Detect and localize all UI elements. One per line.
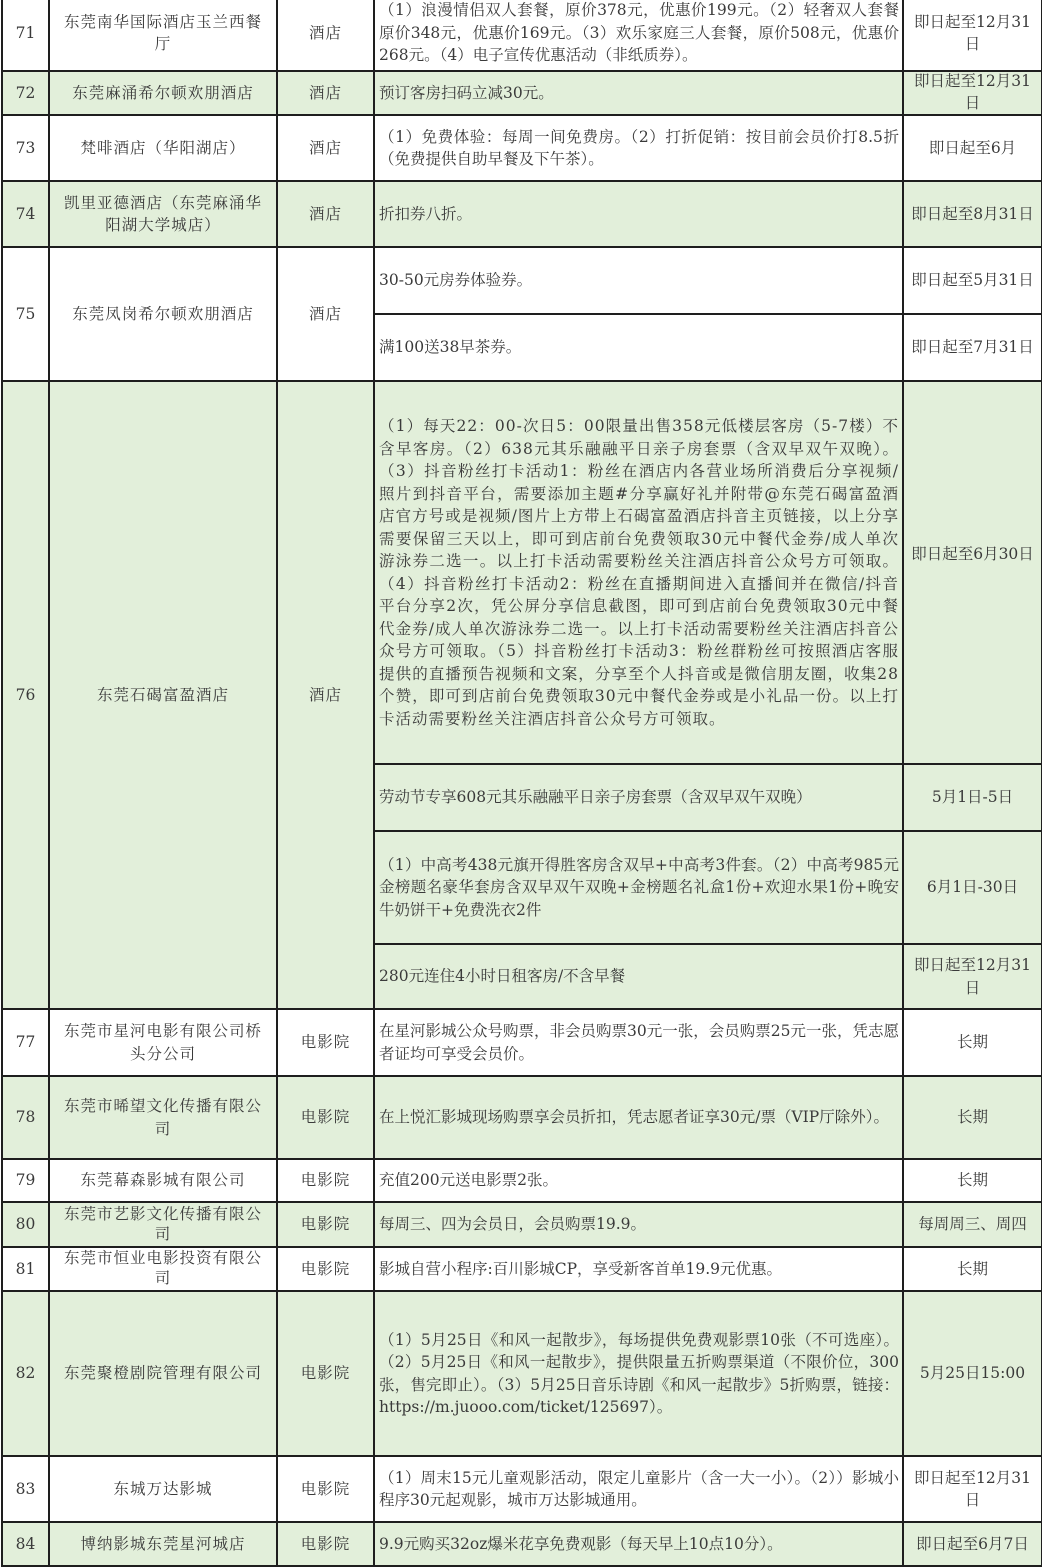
table-row xyxy=(2,1076,1042,1159)
table-row xyxy=(2,1009,1042,1076)
merchant-name: 东莞市星河电影有限公司桥头分公司 xyxy=(49,1009,277,1076)
offer-description: 满100送38早茶券。 xyxy=(374,314,903,381)
row-number: 73 xyxy=(2,115,49,181)
offer-period: 即日起至6月 xyxy=(903,115,1042,181)
table-row xyxy=(2,1522,1042,1566)
merchant-name: 梵啡酒店（华阳湖店） xyxy=(49,115,277,181)
merchant-type: 电影院 xyxy=(277,1159,374,1202)
offer-period: 即日起至7月31日 xyxy=(903,314,1042,381)
offer-period: 每周周三、周四 xyxy=(903,1202,1042,1247)
offer-description: 280元连住4小时日租客房/不含早餐 xyxy=(374,944,903,1009)
offer-description: 30-50元房券体验券。 xyxy=(374,247,903,314)
merchant-type: 电影院 xyxy=(277,1456,374,1522)
merchant-name xyxy=(49,1247,277,1291)
merchant-name: 东莞聚橙剧院管理有限公司 xyxy=(49,1291,277,1456)
offer-period: 即日起至12月31日 xyxy=(903,0,1042,71)
offer-description: 影城自营小程序:百川影城CP，享受新客首单19.9元优惠。 xyxy=(374,1247,903,1291)
offer-description: 在星河影城公众号购票，非会员购票30元一张，会员购票25元一张，凭志愿者证均可享受会员价。 xyxy=(374,1009,903,1076)
table-row xyxy=(2,1291,1042,1456)
merchant-name: 东莞市晞望文化传播有限公司 xyxy=(49,1076,277,1159)
offer-description: 预订客房扫码立减30元。 xyxy=(374,71,903,115)
offer-period: 即日起至6月7日 xyxy=(903,1522,1042,1566)
merchant-type: 电影院 xyxy=(277,1076,374,1159)
table-row xyxy=(2,115,1042,181)
table-row xyxy=(2,381,1042,764)
offer-description: 充值200元送电影票2张。 xyxy=(374,1159,903,1202)
row-number: 74 xyxy=(2,181,49,247)
table-row xyxy=(2,0,1042,71)
offer-description: 每周三、四为会员日，会员购票19.9。 xyxy=(374,1202,903,1247)
discount-table xyxy=(1,0,1042,1567)
offer-description: 折扣券八折。 xyxy=(374,181,903,247)
merchant-type: 电影院 xyxy=(277,1247,374,1291)
merchant-type: 电影院 xyxy=(277,1202,374,1247)
merchant-name: 凯里亚德酒店（东莞麻涌华阳湖大学城店） xyxy=(49,181,277,247)
offer-period: 长期 xyxy=(903,1009,1042,1076)
merchant-type: 酒店 xyxy=(277,381,374,1009)
offer-description: （1）每天22：00-次日5：00限量出售358元低楼层客房（5-7楼）不含早客房。（2）638元其乐融融平日亲子房套票（含双早双午双晚）。（3）抖音粉丝打卡活动1：粉丝在酒店内各营业场所消费后分享视频/照片到抖音平台，需要添加主题#分享赢好礼并附带@东莞石碣富盈酒店官方号或是视频/图片上方带上石碣富盈酒店抖音主页链接，以上分享需要保留三天以上，即可到店前台免费领取30元中餐代金券/成人单次游泳券二选一。以上打卡活动需要粉丝关注酒店抖音公众号方可领取。（4）抖音粉丝打卡活动2：粉丝在直播期间进入直播间并在微信/抖音平台分享2次，凭公屏分享信息截图，即可到店前台免费领取30元中餐代金券/成人单次游泳券二选一。以上打卡活动需要粉丝关注酒店抖音公众号方可领取。（5）抖音粉丝打卡活动3：粉丝群粉丝可按照酒店客服提供的直播预告视频和文案，分享至个人抖音或是微信朋友圈，收集28个赞，即可到店前台免费领取30元中餐代金券或是小礼品一份。以上打卡活动需要粉丝关注酒店抖音公众号方可领取。 xyxy=(374,381,903,764)
table-row xyxy=(2,71,1042,115)
offer-description: 9.9元购买32oz爆米花享免费观影（每天早上10点10分）。 xyxy=(374,1522,903,1566)
row-number: 80 xyxy=(2,1202,49,1247)
row-number: 81 xyxy=(2,1247,49,1291)
offer-period: 即日起至12月31日 xyxy=(903,1456,1042,1522)
merchant-type: 酒店 xyxy=(277,0,374,71)
merchant-name-text: 东莞市恒业电影投资有限公司 xyxy=(63,1249,262,1287)
merchant-type: 电影院 xyxy=(277,1522,374,1566)
offer-description: （1）中高考438元旗开得胜客房含双早+中高考3件套。（2）中高考985元金榜题名豪华套房含双早双午双晚+金榜题名礼盒1份+欢迎水果1份+晚安牛奶饼干+免费洗衣2件 xyxy=(374,831,903,944)
offer-period: 5月25日15:00 xyxy=(903,1291,1042,1456)
offer-period: 即日起至5月31日 xyxy=(903,247,1042,314)
merchant-type: 酒店 xyxy=(277,247,374,381)
offer-description: （1）周末15元儿童观影活动，限定儿童影片（含一大一小）。（2））影城小程序30元起观影，城市万达影城通用。 xyxy=(374,1456,903,1522)
offer-period xyxy=(903,381,1042,764)
row-number: 71 xyxy=(2,0,49,71)
offer-period: 即日起至12月31日 xyxy=(903,944,1042,1009)
row-number: 82 xyxy=(2,1291,49,1456)
merchant-type: 酒店 xyxy=(277,71,374,115)
row-number: 79 xyxy=(2,1159,49,1202)
merchant-name-text: 东莞市艺影文化传播有限公司 xyxy=(63,1204,262,1243)
offer-description: 在上悦汇影城现场购票享会员折扣，凭志愿者证享30元/票（VIP厅除外）。 xyxy=(374,1076,903,1159)
offer-description: （1）浪漫情侣双人套餐，原价378元，优惠价199元。（2）轻奢双人套餐原价348元，优惠价169元。（3）欢乐家庭三人套餐，原价508元，优惠价268元。（4）电子宣传优惠活动（非纸质券）。 xyxy=(374,0,903,71)
row-number: 76 xyxy=(2,381,49,1009)
merchant-name: 东莞南华国际酒店玉兰西餐厅 xyxy=(49,0,277,71)
row-number: 78 xyxy=(2,1076,49,1159)
merchant-type: 酒店 xyxy=(277,115,374,181)
row-number: 72 xyxy=(2,71,49,115)
table-row xyxy=(2,1456,1042,1522)
merchant-type: 电影院 xyxy=(277,1291,374,1456)
row-number: 75 xyxy=(2,247,49,381)
offer-period: 5月1日-5日 xyxy=(903,764,1042,831)
offer-description: （1）5月25日《和风一起散步》，每场提供免费观影票10张（不可选座）。（2）5月25日《和风一起散步》，提供限量五折购票渠道（不限价位，300张，售完即止）。（3）5月25日音乐诗剧《和风一起散步》5折购票，链接：https://m.juooo.com/ticket/125697）。 xyxy=(374,1291,903,1456)
merchant-name: 东莞幕森影城有限公司 xyxy=(49,1159,277,1202)
offer-period xyxy=(903,71,1042,115)
merchant-name: 东莞石碣富盈酒店 xyxy=(49,381,277,1009)
row-number: 83 xyxy=(2,1456,49,1522)
offer-period-text: 即日起至12月31日 xyxy=(914,72,1031,110)
offer-period: 长期 xyxy=(903,1247,1042,1291)
table-row xyxy=(2,181,1042,247)
merchant-type: 电影院 xyxy=(277,1009,374,1076)
offer-period: 6月1日-30日 xyxy=(903,831,1042,944)
merchant-name: 东城万达影城 xyxy=(49,1456,277,1522)
offer-description: （1）免费体验：每周一间免费房。（2）打折促销：按目前会员价打8.5折（免费提供自助早餐及下午茶）。 xyxy=(374,115,903,181)
offer-period: 长期 xyxy=(903,1159,1042,1202)
merchant-name: 东莞麻涌希尔顿欢朋酒店 xyxy=(49,71,277,115)
row-number: 84 xyxy=(2,1522,49,1566)
merchant-name: 东莞凤岗希尔顿欢朋酒店 xyxy=(49,247,277,381)
offer-period-text: 即日起至6月30日 xyxy=(911,544,1034,563)
table-row xyxy=(2,247,1042,314)
merchant-type: 酒店 xyxy=(277,181,374,247)
table-row xyxy=(2,1202,1042,1247)
row-number: 77 xyxy=(2,1009,49,1076)
offer-period: 即日起至8月31日 xyxy=(903,181,1042,247)
table-row xyxy=(2,1247,1042,1291)
offer-period: 长期 xyxy=(903,1076,1042,1159)
offer-description: 劳动节专享608元其乐融融平日亲子房套票（含双早双午双晚） xyxy=(374,764,903,831)
table-row xyxy=(2,1159,1042,1202)
merchant-name xyxy=(49,1202,277,1247)
merchant-name: 博纳影城东莞星河城店 xyxy=(49,1522,277,1566)
